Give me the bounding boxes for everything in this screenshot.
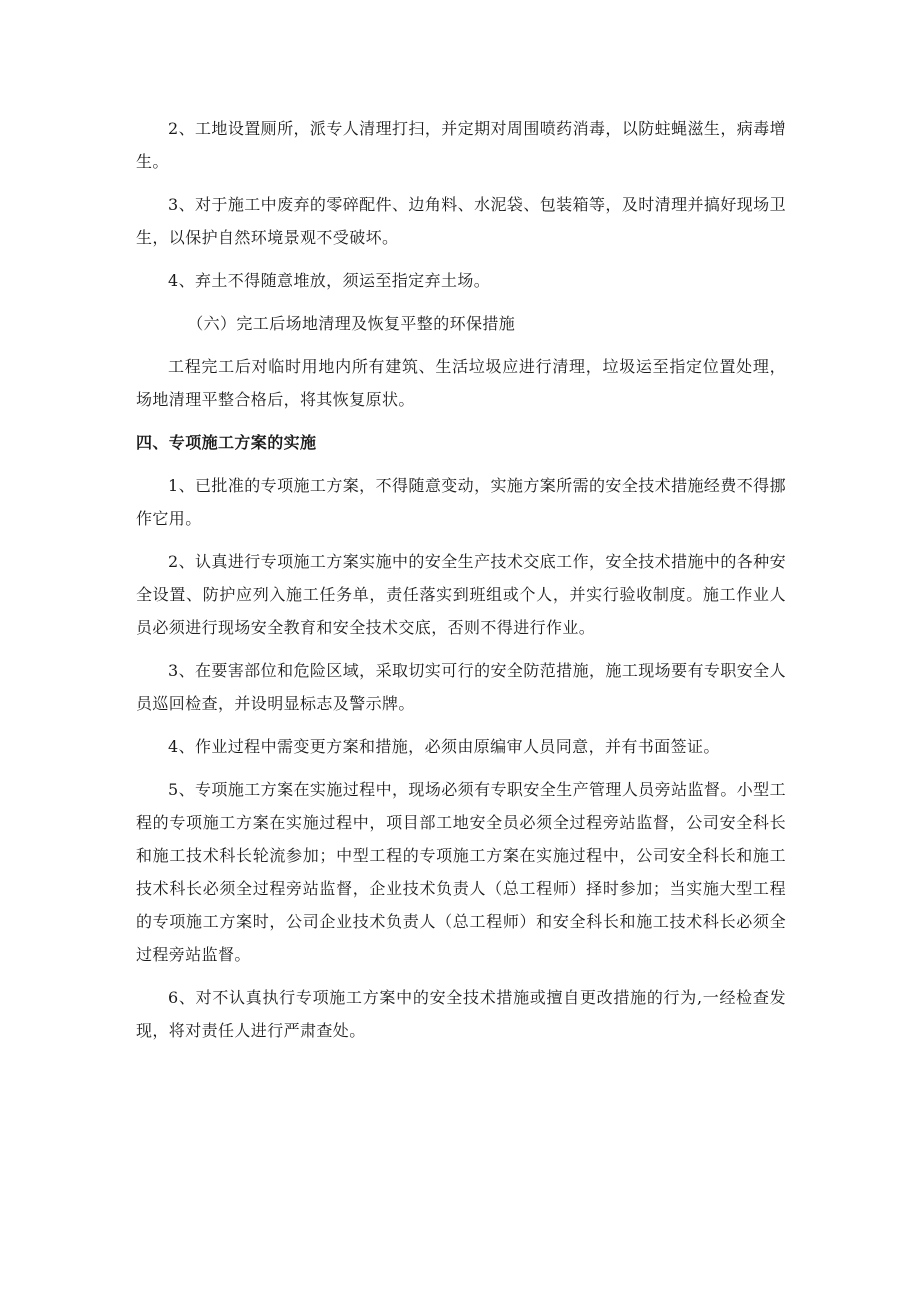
paragraph-item-2: 2、工地设置厕所，派专人清理打扫，并定期对周围喷药消毒，以防蛀蝇滋生，病毒增生。 [136, 119, 786, 171]
subsection-heading: （六）完工后场地清理及恢复平整的环保措施 [187, 314, 516, 333]
paragraph-item-4: 4、弃土不得随意堆放，须运至指定弃土场。 [168, 271, 491, 290]
paragraph-item-3: 3、对于施工中废弃的零碎配件、边角料、水泥袋、包装箱等，及时清理并搞好现场卫生，以保护自然环境景观不受破坏。 [136, 195, 786, 247]
section-paragraph-3: 3、在要害部位和危险区域，采取切实可行的安全防范措施，施工现场要有专职安全人员巡回检查，并设明显标志及警示牌。 [136, 661, 786, 713]
section-paragraph-2: 2、认真进行专项施工方案实施中的安全生产技术交底工作，安全技术措施中的各种安全设置、防护应列入施工任务单，责任落实到班组或个人，并实行验收制度。施工作业人员必须进行现场安全教育和安全技术交底，否则不得进行作业。 [136, 552, 786, 637]
section-heading: 四、专项施工方案的实施 [136, 433, 317, 452]
paragraph-cleanup: 工程完工后对临时用地内所有建筑、生活垃圾应进行清理，垃圾运至指定位置处理，场地清理平整合格后，将其恢复原状。 [136, 357, 786, 409]
section-paragraph-6: 6、对不认真执行专项施工方案中的安全技术措施或擅自更改措施的行为,一经检查发现，将对责任人进行严肃查处。 [136, 988, 786, 1040]
section-paragraph-1: 1、已批准的专项施工方案，不得随意变动，实施方案所需的安全技术措施经费不得挪作它用。 [136, 476, 786, 528]
section-paragraph-5: 5、专项施工方案在实施过程中，现场必须有专职安全生产管理人员旁站监督。小型工程的专项施工方案在实施过程中，项目部工地安全员必须全过程旁站监督，公司安全科长和施工技术科长轮流参加；中型工程的专项施工方案在实施过程中，公司安全科长和施工技术科长必须全过程旁站监督，企业技术负责人（总工程师）择时参加；当实施大型工程的专项施工方案时，公司企业技术负责人（总工程师）和安全科长和施工技术科长必须全过程旁站监督。 [136, 780, 786, 964]
document-body [136, 112, 786, 1057]
section-paragraph-4: 4、作业过程中需变更方案和措施，必须由原编审人员同意，并有书面签证。 [168, 737, 720, 756]
